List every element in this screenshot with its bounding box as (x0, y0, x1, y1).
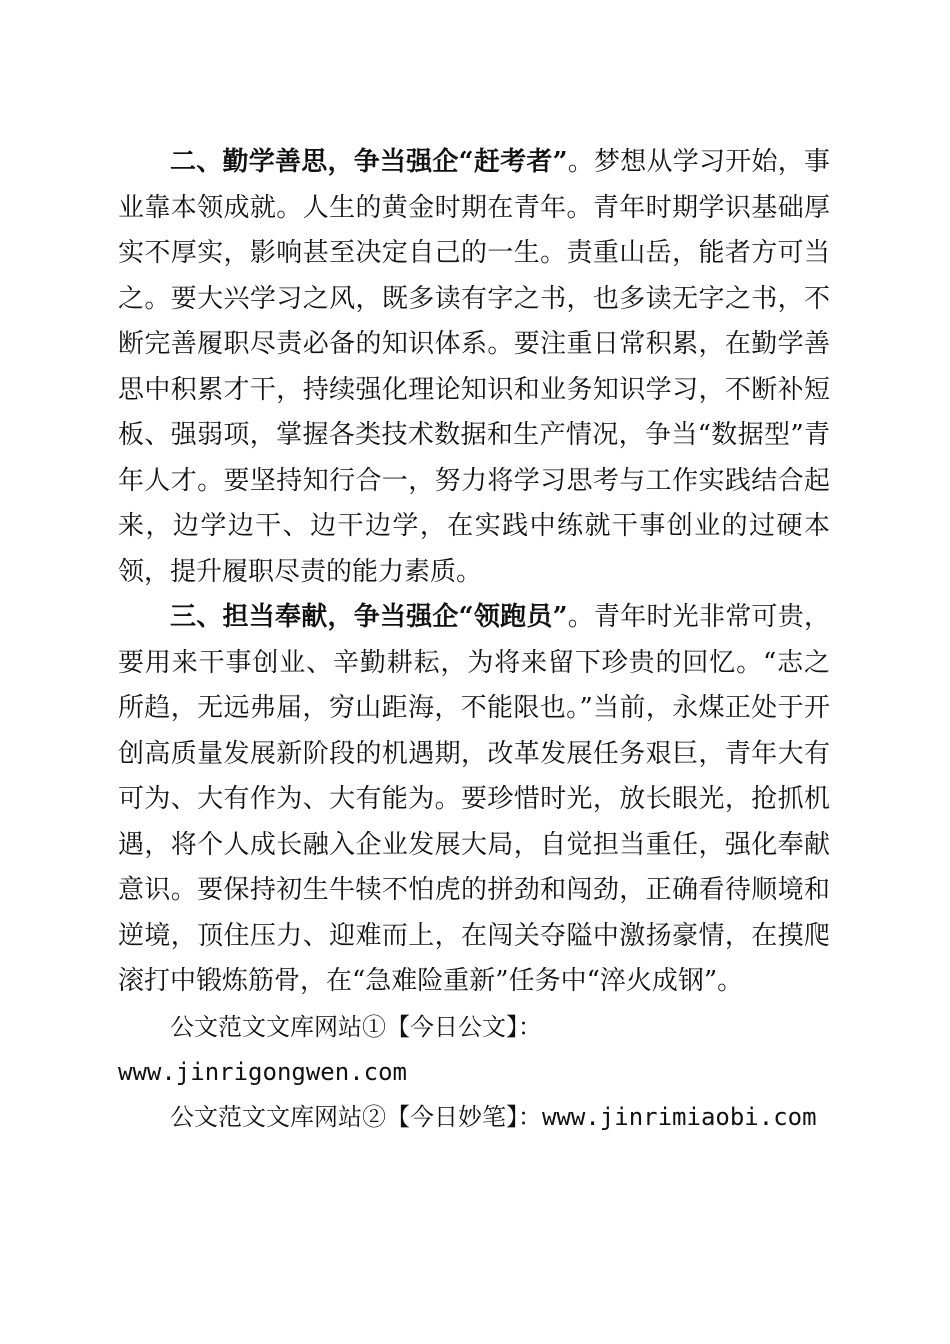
footer-1-url[interactable]: www.jinrigongwen.com (118, 1057, 407, 1086)
section-3-heading: 三、担当奉献，争当强企“领跑员” (170, 602, 568, 632)
section-3-body: 。青年时光非常可贵，要用来干事创业、辛勤耕耘，为将来留下珍贵的回忆。“志之所趋，无远弗届，穷山距海，不能限也。”当前，永煤正处于开创高质量发展新阶段的机遇期，改革发展任务艰巨，青年大有可为、大有作为、大有能为。要珍惜时光，放长眼光，抢抓机遇，将个人成长融入企业发展大局，自觉担当重任，强化奉献意识。要保持初生牛犊不怕虎的拼劲和闯劲，正确看待顺境和逆境，顶住压力、迎难而上，在闯关夺隘中激扬豪情，在摸爬滚打中锻炼筋骨，在“急难险重新”任务中“淬火成钢”。 (118, 602, 830, 996)
section-2-body: 。梦想从学习开始，事业靠本领成就。人生的黄金时期在青年。青年时期学识基础厚实不厚实，影响甚至决定自己的一生。责重山岳，能者方可当之。要大兴学习之风，既多读有字之书，也多读无字之书，不断完善履职尽责必备的知识体系。要注重日常积累，在勤学善思中积累才干，持续强化理论知识和业务知识学习，不断补短板、强弱项，掌握各类技术数据和生产情况，争当“数据型”青年人才。要坚持知行合一，努力将学习思考与工作实践结合起来，边学边干、边干边学，在实践中练就干事创业的过硬本领，提升履职尽责的能力素质。 (118, 147, 830, 587)
section-2-heading: 二、勤学善思，争当强企“赶考者” (170, 147, 568, 177)
footer-2-label: 公文范文文库网站②【今日妙笔】： (170, 1102, 542, 1131)
footer-line-1 (118, 1005, 830, 1095)
footer-line-2 (118, 1095, 830, 1140)
paragraph-section-2 (118, 140, 830, 595)
paragraph-section-3 (118, 595, 830, 1005)
document-page (118, 140, 830, 1140)
footer-2-url[interactable]: www.jinrimiaobi.com (542, 1102, 817, 1131)
footer-1-label: 公文范文文库网站①【今日公文】： (170, 1012, 542, 1041)
